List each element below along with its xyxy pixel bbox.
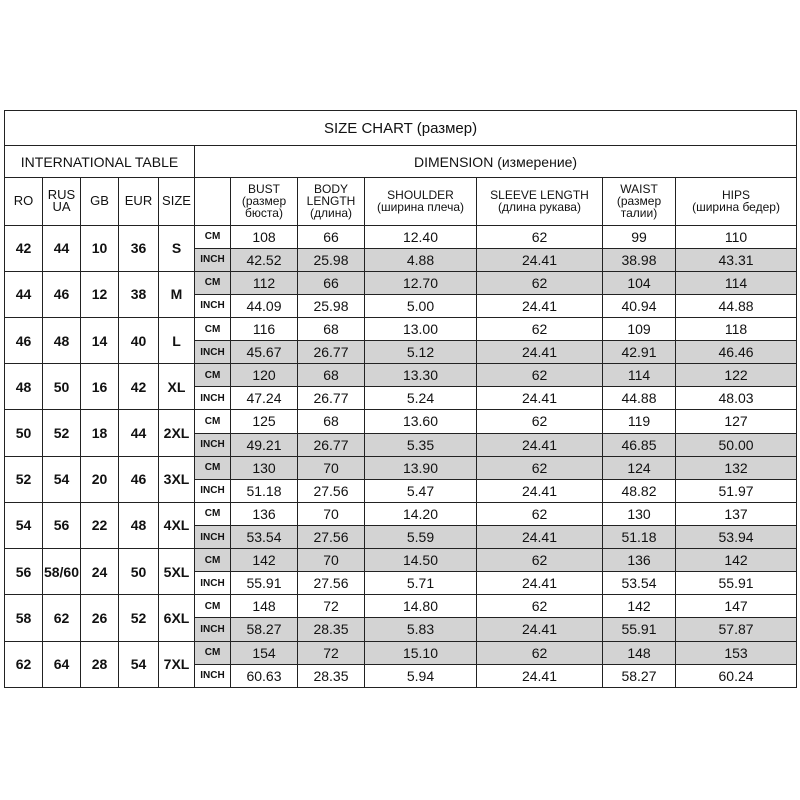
cm-unit-label: CM	[195, 271, 231, 294]
bust-cm-value: 142	[231, 549, 298, 572]
bust-inch-value: 51.18	[231, 479, 298, 502]
waist-inch-value: 44.88	[603, 387, 676, 410]
size-row-s-cm	[5, 225, 797, 248]
size-row-xl-cm	[5, 364, 797, 387]
size-row-m-cm	[5, 271, 797, 294]
rus-ua-value: 44	[43, 225, 81, 271]
body-length-cm-value: 72	[298, 595, 365, 618]
bust-inch-value: 44.09	[231, 294, 298, 317]
cm-unit-label: CM	[195, 595, 231, 618]
bust-inch-value: 55.91	[231, 572, 298, 595]
header-waist-line-1: WAIST	[620, 182, 658, 197]
header-waist-line-3: талии)	[620, 206, 658, 221]
sleeve-length-inch-value: 24.41	[477, 525, 603, 548]
inch-unit-label: INCH	[195, 433, 231, 456]
cm-unit-label: CM	[195, 502, 231, 525]
body-length-cm-value: 68	[298, 410, 365, 433]
rus-ua-value: 62	[43, 595, 81, 641]
header-hips-line-1: HIPS	[722, 188, 751, 203]
bust-cm-value: 108	[231, 225, 298, 248]
size-label: XL	[159, 364, 195, 410]
waist-inch-value: 51.18	[603, 525, 676, 548]
eur-value: 52	[119, 595, 159, 641]
hips-cm-value: 127	[676, 410, 797, 433]
inch-unit-label: INCH	[195, 618, 231, 641]
header-ro: RO	[5, 178, 43, 225]
header-waist-line-2: (размер	[616, 194, 662, 209]
bust-cm-value: 120	[231, 364, 298, 387]
shoulder-inch-value: 5.71	[365, 572, 477, 595]
body-length-cm-value: 70	[298, 549, 365, 572]
waist-inch-value: 53.54	[603, 572, 676, 595]
inch-unit-label: INCH	[195, 294, 231, 317]
gb-value: 10	[81, 225, 119, 271]
eur-value: 48	[119, 502, 159, 548]
sleeve-length-inch-value: 24.41	[477, 387, 603, 410]
hips-inch-value: 43.31	[676, 248, 797, 271]
size-label: 4XL	[159, 502, 195, 548]
waist-cm-value: 99	[603, 225, 676, 248]
waist-inch-value: 48.82	[603, 479, 676, 502]
cm-unit-label: CM	[195, 364, 231, 387]
bust-cm-value: 130	[231, 456, 298, 479]
bust-inch-value: 49.21	[231, 433, 298, 456]
eur-value: 44	[119, 410, 159, 456]
sleeve-length-cm-value: 62	[477, 502, 603, 525]
size-row-3xl-cm	[5, 456, 797, 479]
hips-inch-value: 48.03	[676, 387, 797, 410]
waist-inch-value: 42.91	[603, 341, 676, 364]
sleeve-length-inch-value: 24.41	[477, 341, 603, 364]
shoulder-cm-value: 14.20	[365, 502, 477, 525]
bust-inch-value: 53.54	[231, 525, 298, 548]
size-label: S	[159, 225, 195, 271]
shoulder-cm-value: 13.00	[365, 318, 477, 341]
header-hips	[676, 178, 797, 225]
body-length-cm-value: 66	[298, 225, 365, 248]
size-label: 3XL	[159, 456, 195, 502]
shoulder-cm-value: 12.70	[365, 271, 477, 294]
sleeve-length-cm-value: 62	[477, 410, 603, 433]
gb-value: 22	[81, 502, 119, 548]
bust-cm-value: 154	[231, 641, 298, 664]
international-table-heading: INTERNATIONAL TABLE	[5, 146, 195, 178]
ro-value: 54	[5, 502, 43, 548]
sleeve-length-inch-value: 24.41	[477, 248, 603, 271]
header-sleeve-length-line-1: SLEEVE LENGTH	[490, 188, 589, 203]
gb-value: 20	[81, 456, 119, 502]
shoulder-inch-value: 5.35	[365, 433, 477, 456]
eur-value: 50	[119, 549, 159, 595]
body-length-cm-value: 70	[298, 456, 365, 479]
waist-cm-value: 104	[603, 271, 676, 294]
eur-value: 40	[119, 318, 159, 364]
shoulder-inch-value: 4.88	[365, 248, 477, 271]
header-body-length-line-3: (длина)	[310, 206, 352, 221]
inch-unit-label: INCH	[195, 479, 231, 502]
shoulder-inch-value: 5.00	[365, 294, 477, 317]
bust-cm-value: 136	[231, 502, 298, 525]
ro-value: 44	[5, 271, 43, 317]
size-label: 6XL	[159, 595, 195, 641]
waist-inch-value: 40.94	[603, 294, 676, 317]
hips-cm-value: 147	[676, 595, 797, 618]
header-waist	[603, 178, 676, 225]
sleeve-length-inch-value: 24.41	[477, 433, 603, 456]
shoulder-inch-value: 5.59	[365, 525, 477, 548]
shoulder-inch-value: 5.24	[365, 387, 477, 410]
gb-value: 24	[81, 549, 119, 595]
body-length-inch-value: 28.35	[298, 664, 365, 687]
hips-inch-value: 44.88	[676, 294, 797, 317]
shoulder-cm-value: 13.90	[365, 456, 477, 479]
rus-ua-value: 48	[43, 318, 81, 364]
shoulder-inch-value: 5.12	[365, 341, 477, 364]
bust-cm-value: 125	[231, 410, 298, 433]
inch-unit-label: INCH	[195, 387, 231, 410]
cm-unit-label: CM	[195, 410, 231, 433]
shoulder-inch-value: 5.47	[365, 479, 477, 502]
rus-ua-value: 54	[43, 456, 81, 502]
shoulder-cm-value: 14.50	[365, 549, 477, 572]
header-sleeve-length-line-2: (длина рукава)	[498, 200, 581, 215]
waist-cm-value: 142	[603, 595, 676, 618]
header-body-length-line-1: BODY	[313, 182, 348, 197]
gb-value: 18	[81, 410, 119, 456]
gb-value: 28	[81, 641, 119, 687]
size-row-2xl-cm	[5, 410, 797, 433]
header-shoulder	[365, 178, 477, 225]
hips-cm-value: 118	[676, 318, 797, 341]
inch-unit-label: INCH	[195, 248, 231, 271]
header-eur: EUR	[119, 178, 159, 225]
ro-value: 48	[5, 364, 43, 410]
eur-value: 54	[119, 641, 159, 687]
ro-value: 58	[5, 595, 43, 641]
waist-cm-value: 109	[603, 318, 676, 341]
gb-value: 16	[81, 364, 119, 410]
sleeve-length-cm-value: 62	[477, 456, 603, 479]
hips-cm-value: 153	[676, 641, 797, 664]
header-bust-line-3: бюста)	[245, 206, 283, 221]
bust-cm-value: 112	[231, 271, 298, 294]
body-length-cm-value: 68	[298, 364, 365, 387]
cm-unit-label: CM	[195, 225, 231, 248]
waist-inch-value: 38.98	[603, 248, 676, 271]
size-label: L	[159, 318, 195, 364]
sleeve-length-inch-value: 24.41	[477, 294, 603, 317]
header-sleeve-length	[477, 178, 603, 225]
cm-unit-label: CM	[195, 456, 231, 479]
sleeve-length-inch-value: 24.41	[477, 572, 603, 595]
sleeve-length-cm-value: 62	[477, 364, 603, 387]
header-bust	[231, 178, 298, 225]
shoulder-cm-value: 14.80	[365, 595, 477, 618]
rus-ua-value: 52	[43, 410, 81, 456]
dimension-heading: DIMENSION (измерение)	[195, 146, 797, 178]
eur-value: 36	[119, 225, 159, 271]
size-row-l-cm	[5, 318, 797, 341]
size-label: 2XL	[159, 410, 195, 456]
header-hips-line-2: (ширина бедер)	[692, 200, 780, 215]
hips-inch-value: 51.97	[676, 479, 797, 502]
body-length-inch-value: 25.98	[298, 248, 365, 271]
hips-inch-value: 57.87	[676, 618, 797, 641]
hips-cm-value: 137	[676, 502, 797, 525]
rus-ua-value: 64	[43, 641, 81, 687]
body-length-inch-value: 26.77	[298, 341, 365, 364]
bust-inch-value: 47.24	[231, 387, 298, 410]
hips-cm-value: 122	[676, 364, 797, 387]
sleeve-length-cm-value: 62	[477, 595, 603, 618]
hips-inch-value: 50.00	[676, 433, 797, 456]
gb-value: 14	[81, 318, 119, 364]
header-bust-line-2: (размер	[241, 194, 287, 209]
size-row-4xl-cm	[5, 502, 797, 525]
gb-value: 26	[81, 595, 119, 641]
rus-ua-value: 56	[43, 502, 81, 548]
waist-inch-value: 58.27	[603, 664, 676, 687]
size-row-6xl-cm	[5, 595, 797, 618]
body-length-inch-value: 27.56	[298, 572, 365, 595]
bust-cm-value: 148	[231, 595, 298, 618]
bust-inch-value: 42.52	[231, 248, 298, 271]
shoulder-inch-value: 5.94	[365, 664, 477, 687]
body-length-inch-value: 27.56	[298, 479, 365, 502]
inch-unit-label: INCH	[195, 525, 231, 548]
header-size: SIZE	[159, 178, 195, 225]
waist-cm-value: 136	[603, 549, 676, 572]
ro-value: 56	[5, 549, 43, 595]
hips-cm-value: 132	[676, 456, 797, 479]
ro-value: 46	[5, 318, 43, 364]
bust-inch-value: 45.67	[231, 341, 298, 364]
body-length-inch-value: 26.77	[298, 387, 365, 410]
ro-value: 52	[5, 456, 43, 502]
size-label: 5XL	[159, 549, 195, 595]
size-row-7xl-cm	[5, 641, 797, 664]
sleeve-length-cm-value: 62	[477, 225, 603, 248]
shoulder-cm-value: 13.60	[365, 410, 477, 433]
cm-unit-label: CM	[195, 549, 231, 572]
shoulder-inch-value: 5.83	[365, 618, 477, 641]
rus-ua-value: 46	[43, 271, 81, 317]
header-bust-line-1: BUST	[247, 182, 280, 197]
body-length-cm-value: 66	[298, 271, 365, 294]
bust-inch-value: 60.63	[231, 664, 298, 687]
header-unit	[195, 178, 231, 225]
body-length-inch-value: 25.98	[298, 294, 365, 317]
waist-cm-value: 148	[603, 641, 676, 664]
eur-value: 46	[119, 456, 159, 502]
hips-cm-value: 110	[676, 225, 797, 248]
sleeve-length-inch-value: 24.41	[477, 479, 603, 502]
body-length-inch-value: 26.77	[298, 433, 365, 456]
cm-unit-label: CM	[195, 641, 231, 664]
chart-title: SIZE CHART (размер)	[5, 111, 797, 146]
body-length-inch-value: 28.35	[298, 618, 365, 641]
rus-ua-value: 58/60	[43, 549, 81, 595]
inch-unit-label: INCH	[195, 341, 231, 364]
gb-value: 12	[81, 271, 119, 317]
hips-inch-value: 60.24	[676, 664, 797, 687]
eur-value: 38	[119, 271, 159, 317]
header-body-length	[298, 178, 365, 225]
waist-inch-value: 46.85	[603, 433, 676, 456]
hips-inch-value: 46.46	[676, 341, 797, 364]
shoulder-cm-value: 12.40	[365, 225, 477, 248]
ro-value: 50	[5, 410, 43, 456]
shoulder-cm-value: 15.10	[365, 641, 477, 664]
bust-inch-value: 58.27	[231, 618, 298, 641]
waist-cm-value: 114	[603, 364, 676, 387]
size-chart-body	[5, 111, 797, 688]
waist-inch-value: 55.91	[603, 618, 676, 641]
body-length-inch-value: 27.56	[298, 525, 365, 548]
inch-unit-label: INCH	[195, 664, 231, 687]
header-rus-ua: RUS UA	[43, 178, 81, 225]
rus-ua-value: 50	[43, 364, 81, 410]
sleeve-length-cm-value: 62	[477, 318, 603, 341]
bust-cm-value: 116	[231, 318, 298, 341]
size-label: M	[159, 271, 195, 317]
header-body-length-line-2: LENGTH	[306, 194, 356, 209]
hips-cm-value: 114	[676, 271, 797, 294]
sleeve-length-inch-value: 24.41	[477, 664, 603, 687]
cm-unit-label: CM	[195, 318, 231, 341]
size-chart-table	[4, 110, 797, 688]
body-length-cm-value: 70	[298, 502, 365, 525]
ro-value: 42	[5, 225, 43, 271]
hips-inch-value: 53.94	[676, 525, 797, 548]
ro-value: 62	[5, 641, 43, 687]
header-shoulder-line-2: (ширина плеча)	[376, 200, 465, 215]
shoulder-cm-value: 13.30	[365, 364, 477, 387]
sleeve-length-cm-value: 62	[477, 641, 603, 664]
hips-cm-value: 142	[676, 549, 797, 572]
header-shoulder-line-1: SHOULDER	[387, 188, 454, 203]
body-length-cm-value: 72	[298, 641, 365, 664]
waist-cm-value: 124	[603, 456, 676, 479]
body-length-cm-value: 68	[298, 318, 365, 341]
sleeve-length-inch-value: 24.41	[477, 618, 603, 641]
sleeve-length-cm-value: 62	[477, 549, 603, 572]
size-label: 7XL	[159, 641, 195, 687]
sleeve-length-cm-value: 62	[477, 271, 603, 294]
header-gb: GB	[81, 178, 119, 225]
eur-value: 42	[119, 364, 159, 410]
hips-inch-value: 55.91	[676, 572, 797, 595]
size-row-5xl-cm	[5, 549, 797, 572]
waist-cm-value: 130	[603, 502, 676, 525]
inch-unit-label: INCH	[195, 572, 231, 595]
waist-cm-value: 119	[603, 410, 676, 433]
